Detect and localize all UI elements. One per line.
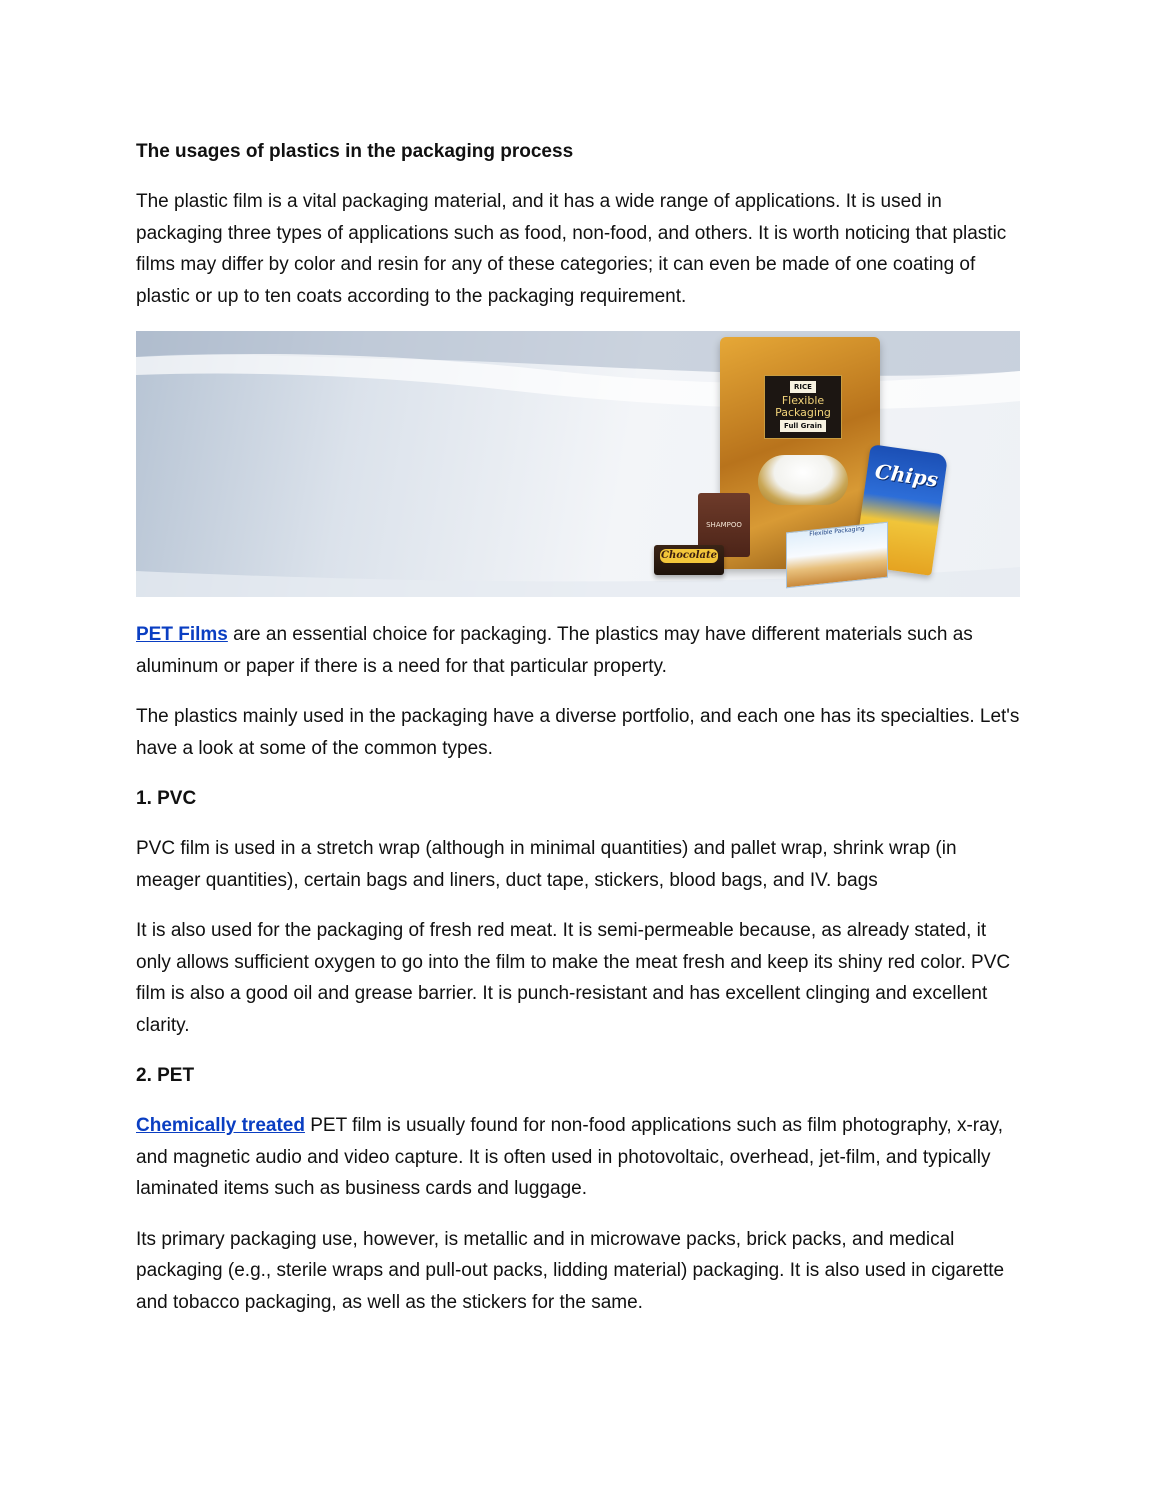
shampoo-text: SHAMPOO <box>706 521 742 529</box>
box-text: Flexible Packaging <box>809 525 865 538</box>
section-heading-pvc: 1. PVC <box>136 788 197 809</box>
chocolate-text: Chocolate <box>661 550 717 561</box>
rice-label-line2: Packaging <box>775 406 831 419</box>
flexible-box-illustration <box>786 522 888 589</box>
document-body <box>136 136 1020 1337</box>
document-title: The usages of plastics in the packaging process <box>136 141 574 162</box>
chemically-treated-link[interactable]: Chemically treated <box>136 1115 305 1136</box>
pvc-paragraph-1: PVC film is used in a stretch wrap (although in minimal quantities) and pallet wrap, shrink wrap (in meager quantities), certain bags and liners, duct tape, stickers, blood bags, and IV. bags <box>136 838 957 891</box>
pet-paragraph-1 <box>136 1110 1020 1205</box>
rice-bowl-illustration <box>758 455 848 505</box>
pet-paragraph-1-text: PET film is usually found for non-food applications such as film photography, x-ray, and magnetic audio and video capture. It is often used in photovoltaic, overhead, jet-film, and typically laminated items such as business cards and luggage. <box>136 1115 1004 1199</box>
pvc-paragraph-2: It is also used for the packaging of fresh red meat. It is semi-permeable because, as already stated, it only allows sufficient oxygen to go into the film to make the meat fresh and keep its shiny red color. PVC film is also a good oil and grease barrier. It is punch-resistant and has excellent clinging and excellent clarity. <box>136 920 1011 1036</box>
pet-films-paragraph-text: are an essential choice for packaging. The plastics may have different materials such as aluminum or paper if there is a need for that particular property. <box>136 624 973 677</box>
pet-films-paragraph <box>136 619 1020 682</box>
pet-films-link[interactable]: PET Films <box>136 624 228 645</box>
pet-paragraph-2: Its primary packaging use, however, is metallic and in microwave packs, brick packs, and medical packaging (e.g., sterile wraps and pull-out packs, lidding material) packaging. It is also used in cigarette and tobacco packaging, as well as the stickers for the same. <box>136 1228 1005 1313</box>
rice-tag: RICE <box>790 381 816 393</box>
rice-label-line1: Flexible <box>781 394 825 407</box>
chips-text: Chips <box>873 459 940 492</box>
chocolate-bar-illustration <box>654 545 724 575</box>
section-heading-pet: 2. PET <box>136 1065 195 1086</box>
intro-paragraph: The plastic film is a vital packaging material, and it has a wide range of applications. It is used in packaging three types of applications such as food, non-food, and others. It is worth noticing that plastic films may differ by color and resin for any of these categories; it can even be made of one coating of plastic or up to ten coats according to the packaging requirement. <box>136 191 1007 307</box>
packaging-banner-image <box>136 331 1020 597</box>
rice-grain-tag: Full Grain <box>780 420 826 432</box>
rice-pack-label <box>764 375 842 439</box>
portfolio-paragraph: The plastics mainly used in the packaging have a diverse portfolio, and each one has its specialties. Let's have a look at some of the common types. <box>136 706 1020 759</box>
